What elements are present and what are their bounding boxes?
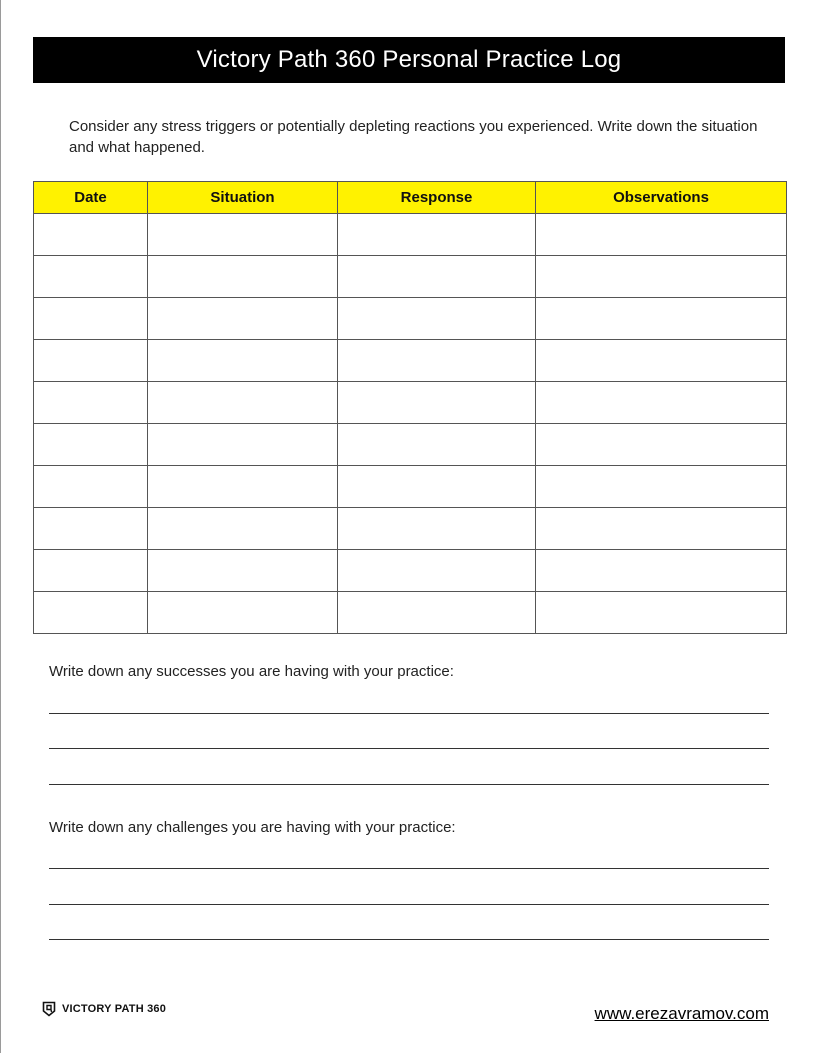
table-row [34,382,787,424]
table-cell-observations[interactable] [536,592,787,634]
table-cell-date[interactable] [34,424,148,466]
brand-name: VICTORY PATH 360 [62,1003,167,1015]
table-cell-response[interactable] [338,214,536,256]
table-cell-response[interactable] [338,508,536,550]
table-row [34,256,787,298]
table-cell-situation[interactable] [148,256,338,298]
table-row [34,466,787,508]
table-cell-situation[interactable] [148,340,338,382]
title-bar [33,37,785,83]
page-title: Victory Path 360 Personal Practice Log [196,46,622,73]
table-cell-date[interactable] [34,382,148,424]
shield-icon [42,1001,56,1017]
table-cell-observations[interactable] [536,382,787,424]
table-cell-date[interactable] [34,340,148,382]
table-row [34,550,787,592]
challenges-prompt: Write down any challenges you are having with your practice: [49,819,456,836]
table-cell-situation[interactable] [148,592,338,634]
table-body [34,214,787,634]
page-edge [0,0,1,1053]
successes-line[interactable] [49,713,769,714]
table-cell-date[interactable] [34,214,148,256]
table-cell-response[interactable] [338,256,536,298]
table-cell-date[interactable] [34,256,148,298]
brand-logo [42,1001,166,1017]
table-cell-response[interactable] [338,550,536,592]
challenges-line[interactable] [49,868,769,869]
column-header-response: Response [338,182,536,214]
table-cell-observations[interactable] [536,550,787,592]
table-cell-observations[interactable] [536,214,787,256]
table-cell-date[interactable] [34,298,148,340]
table-cell-response[interactable] [338,592,536,634]
table-header-row [34,182,787,214]
successes-line[interactable] [49,784,769,785]
table-row [34,592,787,634]
successes-line[interactable] [49,748,769,749]
table-cell-observations[interactable] [536,340,787,382]
table-row [34,340,787,382]
table-cell-response[interactable] [338,466,536,508]
table-cell-date[interactable] [34,592,148,634]
table-cell-response[interactable] [338,340,536,382]
table-cell-situation[interactable] [148,214,338,256]
table-cell-situation[interactable] [148,508,338,550]
table-cell-observations[interactable] [536,424,787,466]
table-row [34,508,787,550]
table-row [34,214,787,256]
table-row [34,424,787,466]
table-cell-observations[interactable] [536,256,787,298]
successes-prompt: Write down any successes you are having with your practice: [49,663,454,680]
column-header-date: Date [34,182,148,214]
table-cell-situation[interactable] [148,424,338,466]
table-cell-situation[interactable] [148,550,338,592]
table-cell-date[interactable] [34,466,148,508]
website-link[interactable]: www.erezavramov.com [594,1004,769,1023]
table-cell-date[interactable] [34,550,148,592]
column-header-observations: Observations [536,182,787,214]
intro-text: Consider any stress triggers or potentially depleting reactions you experienced. Write down the situation and what happened. [69,118,758,156]
column-header-situation: Situation [148,182,338,214]
table-cell-response[interactable] [338,382,536,424]
table-cell-observations[interactable] [536,508,787,550]
table-row [34,298,787,340]
table-cell-response[interactable] [338,424,536,466]
challenges-line[interactable] [49,939,769,940]
practice-log-table [33,181,787,634]
table-cell-observations[interactable] [536,298,787,340]
table-cell-situation[interactable] [148,298,338,340]
table-cell-situation[interactable] [148,466,338,508]
table-cell-response[interactable] [338,298,536,340]
challenges-line[interactable] [49,904,769,905]
table-cell-situation[interactable] [148,382,338,424]
table-cell-observations[interactable] [536,466,787,508]
table-cell-date[interactable] [34,508,148,550]
